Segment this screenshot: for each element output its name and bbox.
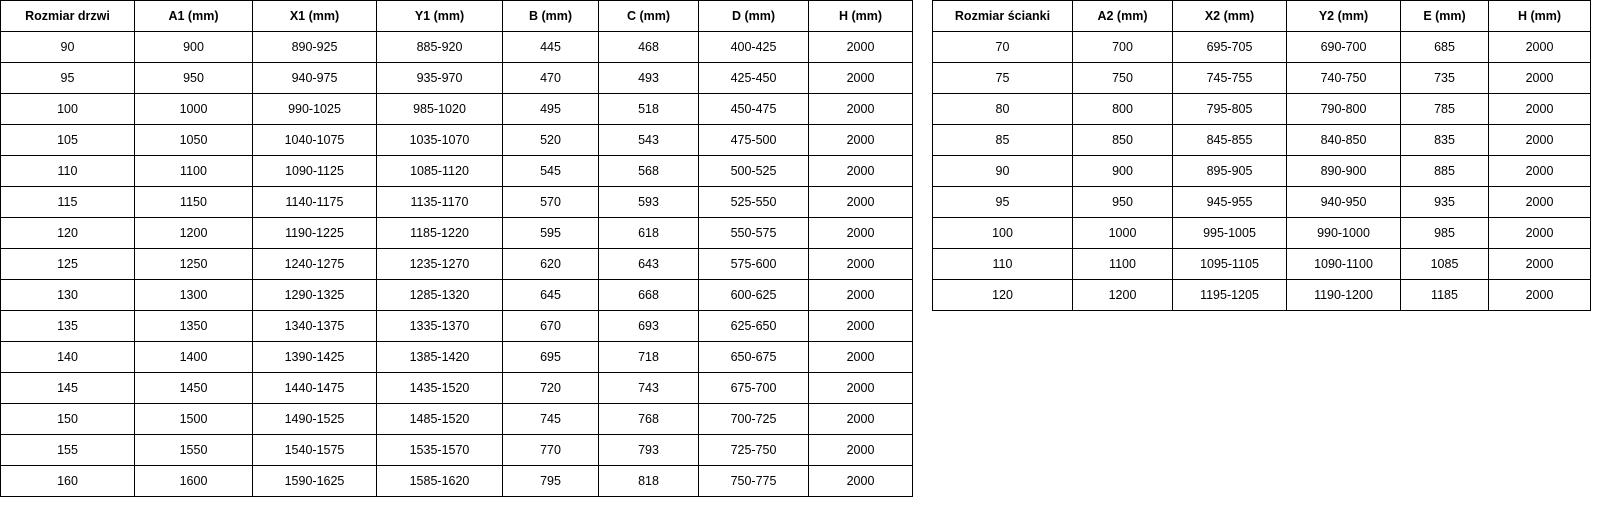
table-cell: 400-425 bbox=[699, 32, 809, 63]
table-cell: 135 bbox=[1, 311, 135, 342]
table-cell: 2000 bbox=[1489, 187, 1591, 218]
table-cell: 2000 bbox=[809, 404, 913, 435]
table-cell: 1085-1120 bbox=[377, 156, 503, 187]
table-cell: 725-750 bbox=[699, 435, 809, 466]
table-cell: 1540-1575 bbox=[253, 435, 377, 466]
table-cell: 935-970 bbox=[377, 63, 503, 94]
table-cell: 840-850 bbox=[1287, 125, 1401, 156]
table-cell: 800 bbox=[1073, 94, 1173, 125]
table-cell: 643 bbox=[599, 249, 699, 280]
table-cell: 470 bbox=[503, 63, 599, 94]
table-row bbox=[1, 218, 913, 249]
table-cell: 2000 bbox=[809, 311, 913, 342]
table-cell: 1290-1325 bbox=[253, 280, 377, 311]
table-cell: 2000 bbox=[809, 435, 913, 466]
table-cell: 1600 bbox=[135, 466, 253, 497]
table-cell: 1450 bbox=[135, 373, 253, 404]
table-cell: 2000 bbox=[809, 187, 913, 218]
table-cell: 695-705 bbox=[1173, 32, 1287, 63]
table-cell: 110 bbox=[933, 249, 1073, 280]
table-row bbox=[1, 94, 913, 125]
table-cell: 1485-1520 bbox=[377, 404, 503, 435]
column-header: X2 (mm) bbox=[1173, 1, 1287, 32]
table-cell: 2000 bbox=[809, 125, 913, 156]
table-cell: 935 bbox=[1401, 187, 1489, 218]
column-header: A2 (mm) bbox=[1073, 1, 1173, 32]
table-cell: 475-500 bbox=[699, 125, 809, 156]
table-cell: 700 bbox=[1073, 32, 1173, 63]
table-row bbox=[1, 125, 913, 156]
table-cell: 1390-1425 bbox=[253, 342, 377, 373]
table-cell: 2000 bbox=[809, 94, 913, 125]
table-cell: 740-750 bbox=[1287, 63, 1401, 94]
table-cell: 1195-1205 bbox=[1173, 280, 1287, 311]
table-cell: 70 bbox=[933, 32, 1073, 63]
table-cell: 2000 bbox=[1489, 280, 1591, 311]
table-cell: 985-1020 bbox=[377, 94, 503, 125]
table-row bbox=[933, 125, 1591, 156]
table-cell: 990-1000 bbox=[1287, 218, 1401, 249]
table-cell: 500-525 bbox=[699, 156, 809, 187]
table-cell: 690-700 bbox=[1287, 32, 1401, 63]
table-cell: 745-755 bbox=[1173, 63, 1287, 94]
table-cell: 1090-1100 bbox=[1287, 249, 1401, 280]
table-cell: 493 bbox=[599, 63, 699, 94]
table-cell: 1335-1370 bbox=[377, 311, 503, 342]
table-cell: 568 bbox=[599, 156, 699, 187]
table-cell: 1240-1275 bbox=[253, 249, 377, 280]
table-cell: 945-955 bbox=[1173, 187, 1287, 218]
table-row bbox=[1, 32, 913, 63]
table-cell: 2000 bbox=[809, 280, 913, 311]
table-cell: 2000 bbox=[809, 342, 913, 373]
table-row bbox=[1, 280, 913, 311]
table-cell: 718 bbox=[599, 342, 699, 373]
column-header: Rozmiar drzwi bbox=[1, 1, 135, 32]
table-cell: 885 bbox=[1401, 156, 1489, 187]
table-cell: 900 bbox=[135, 32, 253, 63]
table-cell: 120 bbox=[933, 280, 1073, 311]
table-cell: 1300 bbox=[135, 280, 253, 311]
table-cell: 1340-1375 bbox=[253, 311, 377, 342]
table-cell: 845-855 bbox=[1173, 125, 1287, 156]
table-cell: 1590-1625 bbox=[253, 466, 377, 497]
table-cell: 2000 bbox=[809, 218, 913, 249]
table-row bbox=[933, 218, 1591, 249]
table-cell: 890-900 bbox=[1287, 156, 1401, 187]
table-cell: 2000 bbox=[809, 373, 913, 404]
table-cell: 745 bbox=[503, 404, 599, 435]
table-cell: 543 bbox=[599, 125, 699, 156]
table-cell: 785 bbox=[1401, 94, 1489, 125]
table-cell: 625-650 bbox=[699, 311, 809, 342]
table-cell: 750-775 bbox=[699, 466, 809, 497]
table-cell: 85 bbox=[933, 125, 1073, 156]
table-row bbox=[933, 187, 1591, 218]
table-cell: 2000 bbox=[1489, 94, 1591, 125]
table-row bbox=[933, 156, 1591, 187]
table-row bbox=[933, 249, 1591, 280]
table-cell: 1100 bbox=[1073, 249, 1173, 280]
table-cell: 593 bbox=[599, 187, 699, 218]
table-cell: 1095-1105 bbox=[1173, 249, 1287, 280]
table-row bbox=[933, 280, 1591, 311]
walls-dimensions-table-container bbox=[932, 0, 1591, 311]
table-row bbox=[1, 63, 913, 94]
table-cell: 518 bbox=[599, 94, 699, 125]
table-cell: 750 bbox=[1073, 63, 1173, 94]
column-header: Rozmiar ścianki bbox=[933, 1, 1073, 32]
table-cell: 130 bbox=[1, 280, 135, 311]
table-cell: 940-975 bbox=[253, 63, 377, 94]
table-row bbox=[1, 249, 913, 280]
table-cell: 150 bbox=[1, 404, 135, 435]
table-cell: 90 bbox=[1, 32, 135, 63]
table-cell: 575-600 bbox=[699, 249, 809, 280]
column-header: C (mm) bbox=[599, 1, 699, 32]
table-cell: 695 bbox=[503, 342, 599, 373]
table-cell: 2000 bbox=[1489, 218, 1591, 249]
table-cell: 668 bbox=[599, 280, 699, 311]
table-cell: 570 bbox=[503, 187, 599, 218]
table-row bbox=[1, 466, 913, 497]
table-cell: 120 bbox=[1, 218, 135, 249]
table-cell: 720 bbox=[503, 373, 599, 404]
table-cell: 550-575 bbox=[699, 218, 809, 249]
table-cell: 1585-1620 bbox=[377, 466, 503, 497]
table-row bbox=[933, 94, 1591, 125]
table-header-row bbox=[1, 1, 913, 32]
table-cell: 768 bbox=[599, 404, 699, 435]
table-row bbox=[1, 187, 913, 218]
table-cell: 950 bbox=[135, 63, 253, 94]
table-cell: 895-905 bbox=[1173, 156, 1287, 187]
table-cell: 675-700 bbox=[699, 373, 809, 404]
table-cell: 425-450 bbox=[699, 63, 809, 94]
table-cell: 890-925 bbox=[253, 32, 377, 63]
table-cell: 850 bbox=[1073, 125, 1173, 156]
table-cell: 620 bbox=[503, 249, 599, 280]
table-cell: 95 bbox=[933, 187, 1073, 218]
table-cell: 450-475 bbox=[699, 94, 809, 125]
table-cell: 1440-1475 bbox=[253, 373, 377, 404]
table-cell: 1250 bbox=[135, 249, 253, 280]
table-row bbox=[933, 63, 1591, 94]
table-cell: 1085 bbox=[1401, 249, 1489, 280]
table-cell: 468 bbox=[599, 32, 699, 63]
table-cell: 545 bbox=[503, 156, 599, 187]
table-cell: 2000 bbox=[1489, 249, 1591, 280]
table-cell: 985 bbox=[1401, 218, 1489, 249]
column-header: H (mm) bbox=[1489, 1, 1591, 32]
table-cell: 743 bbox=[599, 373, 699, 404]
table-cell: 115 bbox=[1, 187, 135, 218]
table-cell: 1090-1125 bbox=[253, 156, 377, 187]
column-header: E (mm) bbox=[1401, 1, 1489, 32]
table-cell: 1040-1075 bbox=[253, 125, 377, 156]
table-cell: 595 bbox=[503, 218, 599, 249]
table-cell: 793 bbox=[599, 435, 699, 466]
table-cell: 885-920 bbox=[377, 32, 503, 63]
table-cell: 693 bbox=[599, 311, 699, 342]
table-cell: 990-1025 bbox=[253, 94, 377, 125]
table-cell: 125 bbox=[1, 249, 135, 280]
table-cell: 1500 bbox=[135, 404, 253, 435]
table-cell: 818 bbox=[599, 466, 699, 497]
table-cell: 1490-1525 bbox=[253, 404, 377, 435]
table-cell: 1535-1570 bbox=[377, 435, 503, 466]
table-cell: 520 bbox=[503, 125, 599, 156]
table-cell: 670 bbox=[503, 311, 599, 342]
table-cell: 1350 bbox=[135, 311, 253, 342]
table-cell: 770 bbox=[503, 435, 599, 466]
column-header: D (mm) bbox=[699, 1, 809, 32]
table-cell: 160 bbox=[1, 466, 135, 497]
table-cell: 835 bbox=[1401, 125, 1489, 156]
walls-table-body bbox=[933, 32, 1591, 311]
doors-table-body bbox=[1, 32, 913, 497]
table-row bbox=[933, 32, 1591, 63]
table-cell: 995-1005 bbox=[1173, 218, 1287, 249]
table-cell: 1400 bbox=[135, 342, 253, 373]
table-cell: 950 bbox=[1073, 187, 1173, 218]
table-cell: 795 bbox=[503, 466, 599, 497]
table-cell: 2000 bbox=[809, 466, 913, 497]
table-cell: 105 bbox=[1, 125, 135, 156]
table-row bbox=[1, 373, 913, 404]
table-row bbox=[1, 156, 913, 187]
table-cell: 2000 bbox=[1489, 32, 1591, 63]
table-cell: 1100 bbox=[135, 156, 253, 187]
table-cell: 900 bbox=[1073, 156, 1173, 187]
table-cell: 1035-1070 bbox=[377, 125, 503, 156]
table-cell: 445 bbox=[503, 32, 599, 63]
table-cell: 1185 bbox=[1401, 280, 1489, 311]
table-cell: 80 bbox=[933, 94, 1073, 125]
column-header: Y1 (mm) bbox=[377, 1, 503, 32]
table-cell: 650-675 bbox=[699, 342, 809, 373]
table-cell: 1190-1225 bbox=[253, 218, 377, 249]
table-cell: 2000 bbox=[1489, 125, 1591, 156]
table-cell: 795-805 bbox=[1173, 94, 1287, 125]
table-cell: 95 bbox=[1, 63, 135, 94]
table-cell: 2000 bbox=[809, 156, 913, 187]
table-cell: 1200 bbox=[1073, 280, 1173, 311]
table-cell: 1150 bbox=[135, 187, 253, 218]
table-cell: 1190-1200 bbox=[1287, 280, 1401, 311]
column-header: X1 (mm) bbox=[253, 1, 377, 32]
table-cell: 155 bbox=[1, 435, 135, 466]
table-cell: 1000 bbox=[135, 94, 253, 125]
table-cell: 90 bbox=[933, 156, 1073, 187]
table-cell: 140 bbox=[1, 342, 135, 373]
column-header: B (mm) bbox=[503, 1, 599, 32]
table-cell: 1550 bbox=[135, 435, 253, 466]
table-cell: 600-625 bbox=[699, 280, 809, 311]
table-row bbox=[1, 404, 913, 435]
table-cell: 1435-1520 bbox=[377, 373, 503, 404]
table-cell: 685 bbox=[1401, 32, 1489, 63]
table-cell: 2000 bbox=[809, 63, 913, 94]
table-row bbox=[1, 435, 913, 466]
table-cell: 1140-1175 bbox=[253, 187, 377, 218]
table-cell: 525-550 bbox=[699, 187, 809, 218]
column-header: Y2 (mm) bbox=[1287, 1, 1401, 32]
table-cell: 1200 bbox=[135, 218, 253, 249]
table-cell: 1235-1270 bbox=[377, 249, 503, 280]
table-cell: 2000 bbox=[809, 249, 913, 280]
table-cell: 2000 bbox=[809, 32, 913, 63]
table-header-row bbox=[933, 1, 1591, 32]
table-cell: 495 bbox=[503, 94, 599, 125]
table-cell: 1135-1170 bbox=[377, 187, 503, 218]
table-cell: 1285-1320 bbox=[377, 280, 503, 311]
column-header: H (mm) bbox=[809, 1, 913, 32]
table-cell: 2000 bbox=[1489, 63, 1591, 94]
table-cell: 735 bbox=[1401, 63, 1489, 94]
table-cell: 100 bbox=[933, 218, 1073, 249]
table-cell: 618 bbox=[599, 218, 699, 249]
table-cell: 645 bbox=[503, 280, 599, 311]
table-cell: 1000 bbox=[1073, 218, 1173, 249]
column-header: A1 (mm) bbox=[135, 1, 253, 32]
table-cell: 940-950 bbox=[1287, 187, 1401, 218]
table-cell: 100 bbox=[1, 94, 135, 125]
table-row bbox=[1, 311, 913, 342]
table-cell: 145 bbox=[1, 373, 135, 404]
table-cell: 110 bbox=[1, 156, 135, 187]
table-cell: 75 bbox=[933, 63, 1073, 94]
table-cell: 1050 bbox=[135, 125, 253, 156]
table-row bbox=[1, 342, 913, 373]
table-cell: 2000 bbox=[1489, 156, 1591, 187]
table-cell: 790-800 bbox=[1287, 94, 1401, 125]
walls-dimensions-table bbox=[932, 0, 1591, 311]
table-cell: 1185-1220 bbox=[377, 218, 503, 249]
table-cell: 700-725 bbox=[699, 404, 809, 435]
table-cell: 1385-1420 bbox=[377, 342, 503, 373]
